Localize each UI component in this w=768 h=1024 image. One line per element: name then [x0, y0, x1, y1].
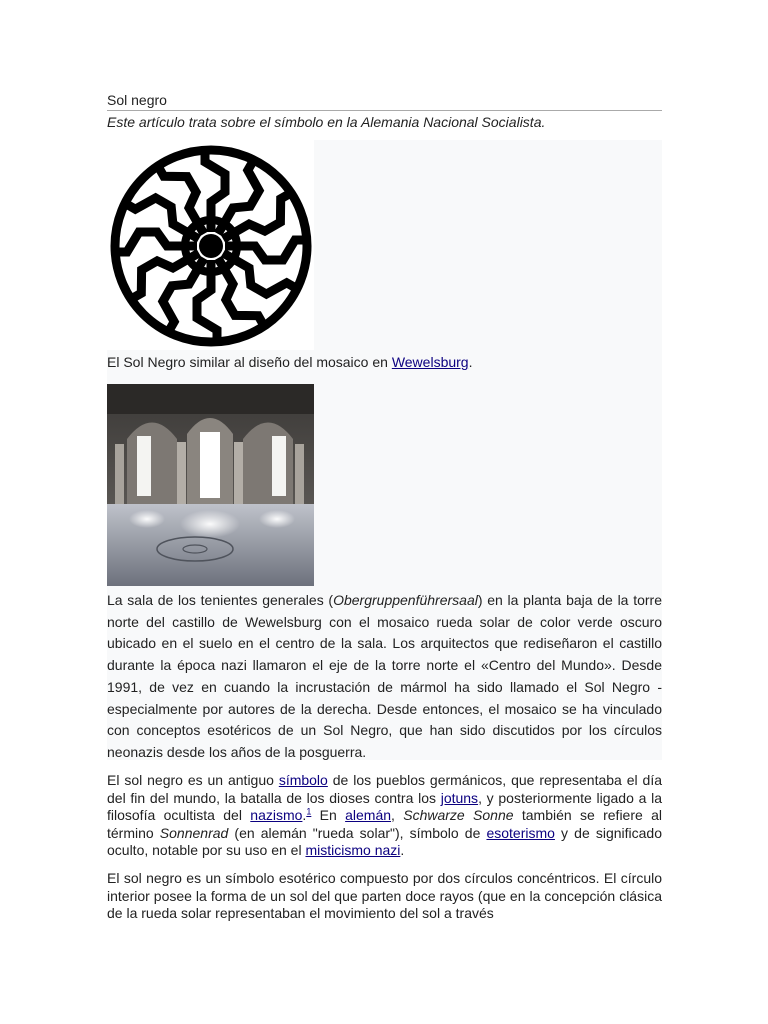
paragraph-intro	[107, 772, 662, 860]
figure1-caption-text: El Sol Negro similar al diseño del mosaico en	[107, 354, 392, 370]
para1-text: .	[302, 807, 307, 824]
jotuns-link[interactable]: jotuns	[440, 789, 479, 806]
simbolo-link[interactable]: símbolo	[278, 772, 328, 788]
para1-text: , y posteriormente ligado a la filosofía ocultista del	[107, 789, 662, 824]
para1-text: En	[311, 807, 346, 824]
schwarze-sonne-term: Schwarze Sonne	[403, 807, 514, 824]
hall-photo-image	[107, 384, 314, 586]
reference-1-link[interactable]: 1	[306, 806, 312, 817]
misticismo-nazi-link[interactable]: misticismo nazi	[305, 842, 401, 859]
figure2-caption-body: ) en la planta baja de la torre norte del castillo de Wewelsburg con el mosaico rueda solar de color verde oscuro ubicado en el suelo en el centro de la sala. Los arquitectos que rediseñaron el castillo durante la época nazi llamaron el eje de la torre norte el «Centro del Mundo». Desde 1991, de vez en cuando la incrustación de mármol ha sido llamado el Sol Negro - especialmente por autores de la derecha. Desde entonces, el mosaico se ha vinculado con conceptos esotéricos de un Sol Negro, que han sido discutidos por los círculos neonazis desde los años de la posguerra.	[107, 592, 662, 760]
para1-text: El sol negro es un antiguo	[107, 772, 279, 788]
para1-text: (en alemán "rueda solar"), símbolo de	[228, 824, 487, 841]
figure2-caption	[107, 590, 662, 764]
para1-text: también se refiere al término	[107, 807, 663, 841]
para1-text: y de significado oculto, notable por su uso en el	[107, 824, 662, 859]
hatnote: Este artículo trata sobre el símbolo en la Alemania Nacional Socialista.	[107, 114, 546, 130]
obergruppenfuhrersaal-term: Obergruppenführersaal	[333, 592, 478, 608]
black-sun-image[interactable]	[107, 140, 314, 350]
esoterismo-link[interactable]: esoterismo	[486, 824, 555, 841]
sonnenrad-term: Sonnenrad	[159, 824, 229, 841]
page-title: Sol negro	[107, 92, 662, 111]
figure1-caption	[107, 354, 662, 370]
para1-text: .	[400, 842, 405, 859]
wewelsburg-hall-photo[interactable]	[107, 384, 314, 586]
aleman-link[interactable]: alemán	[345, 807, 392, 824]
figure2-caption-start: La sala de los tenientes generales (	[107, 592, 334, 608]
nazismo-link[interactable]: nazismo	[250, 807, 303, 824]
paragraph-description: El sol negro es un símbolo esotérico compuesto por dos círculos concéntricos. El círculo interior posee la forma de un sol del que parten doce rayos (que en la concepción clásica de la rueda solar representaban el movimiento del sol a través	[107, 870, 662, 922]
figure1-caption-end: .	[468, 354, 473, 370]
black-sun-icon	[107, 140, 314, 350]
wewelsburg-link[interactable]: Wewelsburg	[391, 354, 469, 370]
para1-text: ,	[391, 807, 404, 824]
para1-text: de los pueblos germánicos, que representaba el día del fin del mundo, la batalla de los dioses contra los	[107, 772, 662, 806]
